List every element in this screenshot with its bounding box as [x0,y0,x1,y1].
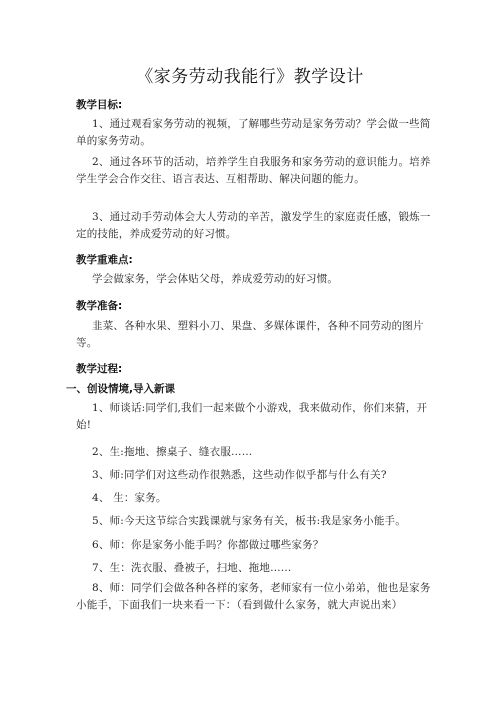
step-3-line: 3、师:同学们对这些动作很熟悉，这些动作似乎都与什么有关? [92,469,387,481]
goal-3-paragraph: 3、通过动手劳动体会大人劳动的辛苦，激发学生的家庭责任感，锻炼一定的技能，养成爱劳动的好习惯。 [76,211,431,240]
goal-2-paragraph: 2、通过各环节的活动，培养学生自我服务和家务劳动的意识能力。培养学生学会合作交往、语言表达、互相帮助、解决问题的能力。 [76,156,431,185]
section-1-heading: 一、创设情境,导入新课 [66,383,175,395]
goals-heading: 教学目标: [76,99,123,111]
step-1-paragraph: 1、师谈话:同学们,我们一起来做个小游戏，我来做动作，你们来猜，开始! [76,402,428,431]
step-4-line: 4、 生：家务。 [92,492,167,504]
preparation-heading: 教学准备: [76,300,123,312]
step-2-line: 2、生:拖地、擦桌子、缝衣服…… [92,446,253,458]
goal-1-paragraph: 1、通过观看家务劳动的视频，了解哪些劳动是家务劳动？学会做一些简单的家务劳动。 [76,118,431,147]
step-5-line: 5、师:今天这节综合实践课就与家务有关，板书:我是家务小能手。 [92,515,406,527]
process-heading: 教学过程: [76,363,123,375]
step-7-line: 7、生：洗衣服、叠被子，扫地、拖地…… [92,562,292,574]
step-6-line: 6、师：你是家务小能手吗？你都做过哪些家务？ [92,539,324,551]
key-points-paragraph: 学会做家务，学会体贴父母，养成爱劳动的好习惯。 [92,273,339,285]
step-8-paragraph: 8、师：同学们会做各种各样的家务，老师家有一位小弟弟，他也是家务小能手，下面我们一块来看一下：（看到做什么家务，就大声说出来） [76,582,431,611]
key-points-heading: 教学重难点: [76,254,133,266]
document-title: 《家务劳动我能行》教学设计 [136,67,364,87]
preparation-paragraph: 韭菜、各种水果、塑料小刀、果盘、多媒体课件，各种不同劳动的图片等。 [76,320,424,349]
